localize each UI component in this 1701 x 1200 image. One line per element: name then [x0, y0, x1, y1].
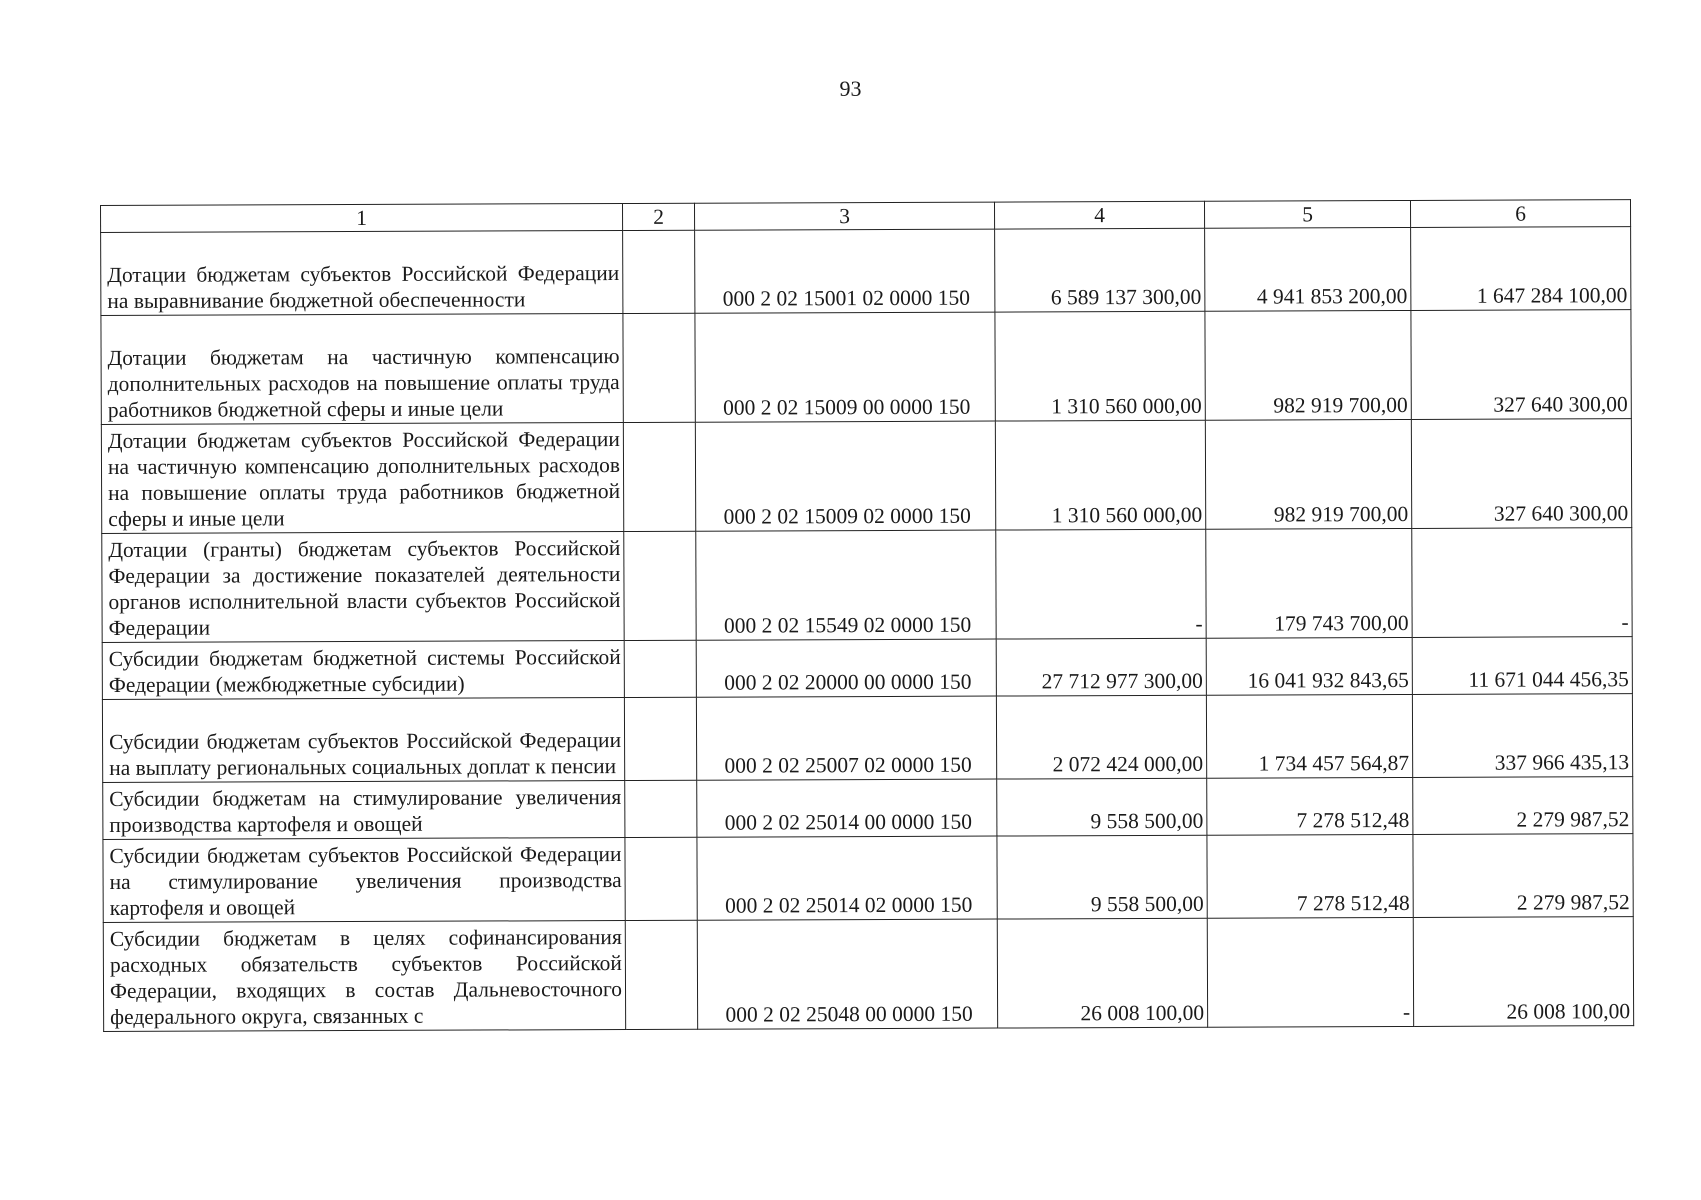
row-col6: 337 966 435,13: [1412, 694, 1632, 778]
row-col5: 7 278 512,48: [1207, 834, 1413, 918]
row-col5: 16 041 932 843,65: [1206, 637, 1412, 695]
row-name: Дотации бюджетам субъектов Российской Федерации на частичную компенсацию дополнительных расходов на повышение оплаты труда работников бюджетной сферы и иные цели: [101, 422, 623, 533]
table-row: [103, 917, 1633, 1032]
row-code: 000 2 02 25014 02 0000 150: [697, 836, 997, 920]
row-name: Дотации (гранты) бюджетам субъектов Российской Федерации за достижение показателей деятельности органов исполнительной власти субъектов Российской Федерации: [102, 531, 624, 642]
header-col-3: 3: [694, 202, 994, 230]
row-col6: 26 008 100,00: [1413, 917, 1633, 1027]
row-col2: [623, 230, 695, 313]
row-col2: [624, 640, 696, 697]
row-col2: [623, 422, 695, 531]
row-col5: 4 941 853 200,00: [1205, 227, 1411, 311]
row-col4: 6 589 137 300,00: [995, 228, 1205, 312]
row-col6: 11 671 044 456,35: [1412, 637, 1632, 695]
budget-table: [100, 199, 1634, 1032]
row-col6: 327 640 300,00: [1411, 419, 1631, 529]
row-name: Дотации бюджетам на частичную компенсацию дополнительных расходов на повышение оплаты труда работников бюджетной сферы и иные цели: [101, 313, 623, 424]
table-row: [102, 528, 1632, 643]
table-row: [102, 637, 1632, 700]
row-code: 000 2 02 15009 02 0000 150: [695, 421, 995, 531]
row-col5: 982 919 700,00: [1205, 419, 1411, 529]
row-col4: 27 712 977 300,00: [996, 638, 1206, 696]
row-code: 000 2 02 25007 02 0000 150: [696, 696, 996, 780]
row-col4: 9 558 500,00: [997, 778, 1207, 836]
table-row: [101, 227, 1631, 316]
row-col6: 327 640 300,00: [1411, 310, 1631, 420]
row-col4: -: [996, 529, 1206, 639]
row-code: 000 2 02 15549 02 0000 150: [696, 530, 996, 640]
table-row: [101, 419, 1631, 534]
row-col5: 982 919 700,00: [1205, 310, 1411, 420]
row-name: Субсидии бюджетам на стимулирование увеличения производства картофеля и овощей: [103, 780, 625, 839]
row-name: Субсидии бюджетам бюджетной системы Российской Федерации (межбюджетные субсидии): [102, 640, 624, 699]
row-col5: 7 278 512,48: [1207, 777, 1413, 835]
row-col5: 1 734 457 564,87: [1206, 694, 1412, 778]
table-row: [103, 834, 1633, 923]
row-col2: [624, 531, 696, 640]
table-row: [102, 694, 1632, 783]
row-col2: [625, 837, 697, 920]
row-col2: [625, 780, 697, 837]
row-col6: -: [1412, 528, 1632, 638]
row-code: 000 2 02 25014 00 0000 150: [697, 779, 997, 837]
table-row: [103, 777, 1633, 840]
table-row: [101, 310, 1631, 425]
row-col4: 1 310 560 000,00: [995, 311, 1205, 421]
row-name: Дотации бюджетам субъектов Российской Федерации на выравнивание бюджетной обеспеченности: [101, 230, 623, 315]
row-code: 000 2 02 20000 00 0000 150: [696, 639, 996, 697]
row-name: Субсидии бюджетам в целях софинансирования расходных обязательств субъектов Российской Федерации, входящих в состав Дальневосточного федерального округа, связанных с: [103, 920, 625, 1031]
row-col2: [623, 313, 695, 422]
page-number-text: 93: [839, 76, 862, 101]
row-col6: 2 279 987,52: [1413, 777, 1633, 835]
page-number: [0, 76, 1701, 102]
row-col4: 2 072 424 000,00: [996, 695, 1206, 779]
header-col-1: 1: [101, 203, 623, 232]
header-col-5: 5: [1204, 200, 1410, 228]
row-col2: [624, 697, 696, 780]
row-name: Субсидии бюджетам субъектов Российской Федерации на выплату региональных социальных доплат к пенсии: [102, 697, 624, 782]
row-col5: 179 743 700,00: [1206, 528, 1412, 638]
row-col6: 2 279 987,52: [1413, 834, 1633, 918]
row-col4: 26 008 100,00: [997, 918, 1207, 1028]
row-code: 000 2 02 15009 00 0000 150: [695, 312, 995, 422]
header-col-4: 4: [994, 201, 1204, 229]
row-code: 000 2 02 25048 00 0000 150: [697, 919, 997, 1029]
row-col4: 9 558 500,00: [997, 835, 1207, 919]
row-col4: 1 310 560 000,00: [995, 420, 1205, 530]
row-col2: [625, 920, 697, 1029]
header-col-6: 6: [1410, 200, 1630, 228]
header-col-2: 2: [622, 203, 694, 230]
row-col6: 1 647 284 100,00: [1411, 227, 1631, 311]
row-code: 000 2 02 15001 02 0000 150: [695, 229, 995, 313]
row-col5: -: [1207, 917, 1413, 1027]
row-name: Субсидии бюджетам субъектов Российской Федерации на стимулирование увеличения производства картофеля и овощей: [103, 837, 625, 922]
